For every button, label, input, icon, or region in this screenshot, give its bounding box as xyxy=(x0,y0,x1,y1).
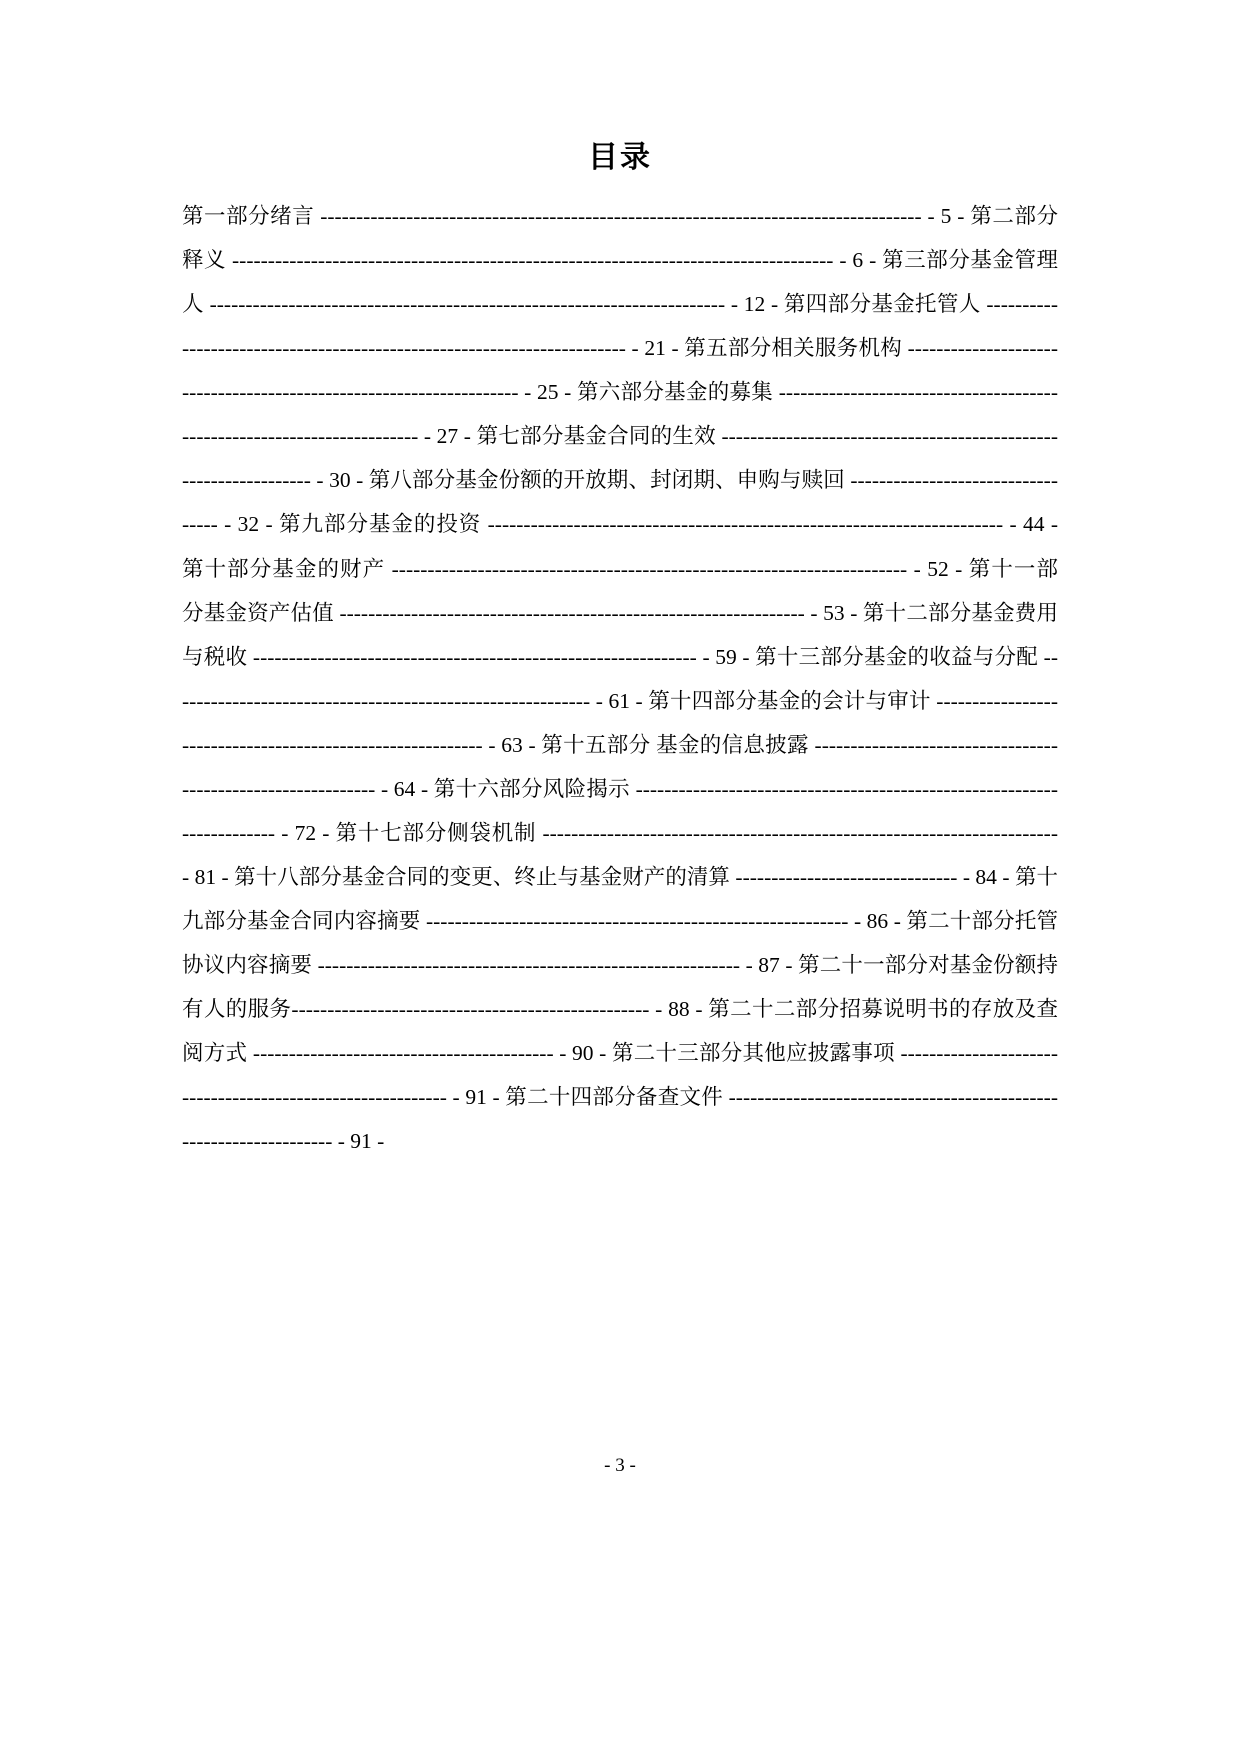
page-title: 目录 xyxy=(588,141,652,174)
table-of-contents-body: 第一部分绪言 ------------------------------------------------------------------------------------ - 5 - 第二部分释义 ------------------------------------------------------------------------------------ - 6 - 第三部分基金管理人 ------------------------------------------------------------------------ - 12 - 第四部分基金托管人 ------------------------------------------------------------------------ - 21 - 第五部分相关服务机构 -------------------------------------------------------------------- - 25 - 第六部分基金的募集 ------------------------------------------------------------------------ - 27 - 第七部分基金合同的生效 ----------------------------------------------------------------- - 30 - 第八部分基金份额的开放期、封闭期、申购与赎回 ---------------------------------- - 32 - 第九部分基金的投资 ------------------------------------------------------------------------ - 44 - 第十部分基金的财产 ------------------------------------------------------------------------ - 52 - 第十一部分基金资产估值 ----------------------------------------------------------------- - 53 - 第十二部分基金费用与税收 -------------------------------------------------------------- - 59 - 第十三部分基金的收益与分配 ----------------------------------------------------------- - 61 - 第十四部分基金的会计与审计 ----------------------------------------------------------- - 63 - 第十五部分 基金的信息披露 ------------------------------------------------------------- - 64 - 第十六部分风险揭示 ------------------------------------------------------------------------ - 72 - 第十七部分侧袋机制 ------------------------------------------------------------------------ - 81 - 第十八部分基金合同的变更、终止与基金财产的清算 ------------------------------- - 84 - 第十九部分基金合同内容摘要 ----------------------------------------------------------- - 86 - 第二十部分托管协议内容摘要 ----------------------------------------------------------- - 87 - 第二十一部分对基金份额持有人的服务-------------------------------------------------- - 88 - 第二十二部分招募说明书的存放及查阅方式 ------------------------------------------ - 90 - 第二十三部分其他应披露事项 ----------------------------------------------------------- - 91 - 第二十四部分备查文件 ------------------------------------------------------------------- - 91 - xyxy=(182,204,1058,1154)
page-number-footer: - 3 - xyxy=(604,1455,636,1476)
page-content xyxy=(182,140,1058,1163)
